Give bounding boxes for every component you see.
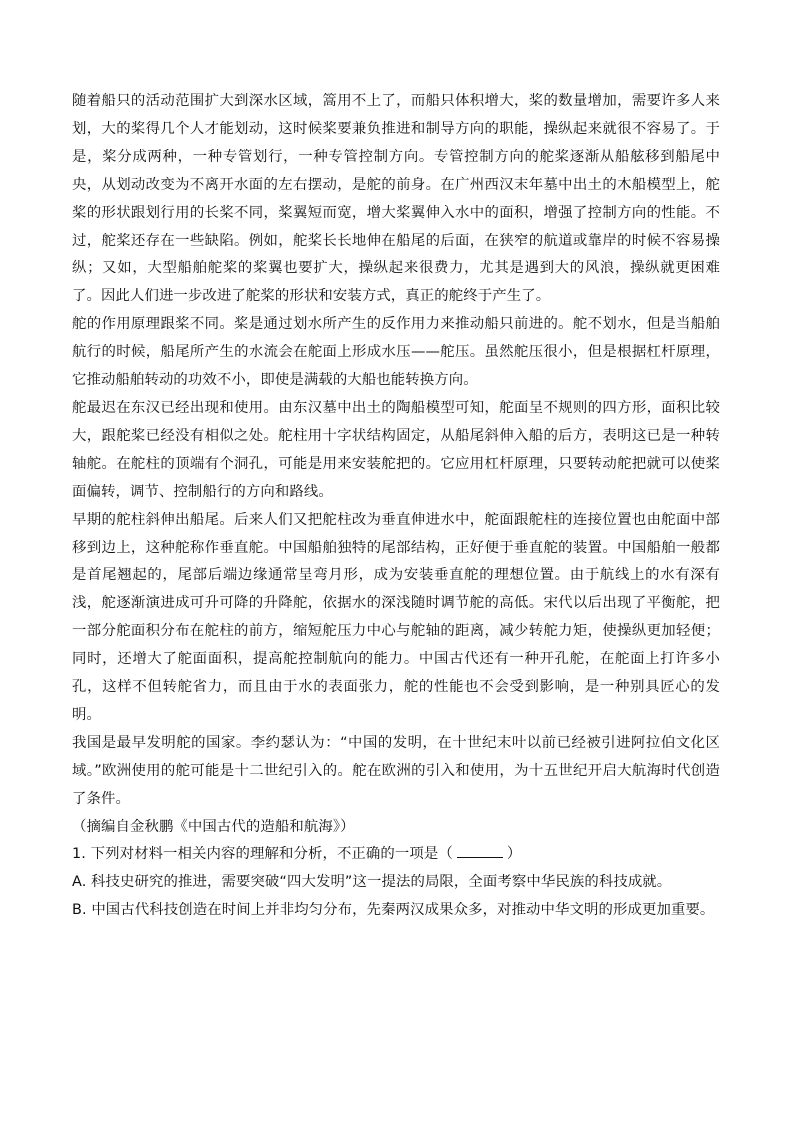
source-note: （摘编自金秋鹏《中国古代的造船和航海》）	[72, 818, 355, 835]
question-stem-text: 1. 下列对材料一相关内容的理解和分析，不正确的一项是（	[72, 846, 453, 863]
question-stem	[72, 841, 720, 869]
document-page	[72, 88, 720, 925]
paragraph-vertical-rudder: 早期的舵柱斜伸出船尾。后来人们又把舵柱改为垂直伸进水中，舵面跟舵柱的连接位置也由舵面中部移到边上，这种舵称作垂直舵。中国船舶独特的尾部结构，正好便于垂直舵的装置。中国船舶一般都是首尾翘起的，尾部后端边缘通常呈弯月形，成为安装垂直舵的理想位置。由于航线上的水有深有浅，舵逐渐演进成可升可降的升降舵，依据水的深浅随时调节舵的高低。宋代以后出现了平衡舵，把一部分舵面积分布在舵柱的前方，缩短舵压力中心与舵轴的距离，减少转舵力矩，使操纵更加轻便；同时，还增大了舵面面积，提高舵控制航向的能力。中国古代还有一种开孔舵，在舵面上打许多小孔，这样不但转舵省力，而且由于水的表面张力，舵的性能也不会受到影响，是一种别具匠心的发明。	[72, 511, 720, 723]
option-b: B. 中国古代科技创造在时间上并非均匀分布，先秦两汉成果众多，对推动中华文明的形成更加重要。	[72, 902, 715, 919]
paragraph-china-first: 我国是最早发明舵的国家。李约瑟认为：“中国的发明，在十世纪末叶以前已经被引进阿拉伯文化区域。”欧洲使用的舵可能是十二世纪引入的。舵在欧洲的引入和使用，为十五世纪开启大航海时代创造了条件。	[72, 734, 720, 807]
option-a: A. 科技史研究的推进，需要突破“四大发明”这一提法的局限，全面考察中华民族的科技成就。	[72, 874, 672, 891]
answer-blank[interactable]	[457, 843, 503, 858]
paragraph-eastern-han-rudder: 舵最迟在东汉已经出现和使用。由东汉墓中出土的陶船模型可知，舵面呈不规则的四方形，面积比较大，跟舵桨已经没有相似之处。舵柱用十字状结构固定，从船尾斜伸入船的后方，表明这已是一种转轴舵。在舵柱的顶端有个洞孔，可能是用来安装舵把的。它应用杠杆原理，只要转动舵把就可以使桨面偏转，调节、控制船行的方向和路线。	[72, 399, 720, 500]
paragraph-rudder-origin: 随着船只的活动范围扩大到深水区域，篙用不上了，而船只体积增大，桨的数量增加，需要许多人来划，大的桨得几个人才能划动，这时候桨要兼负推进和制导方向的职能，操纵起来就很不容易了。于是，桨分成两种，一种专管划行，一种专管控制方向。专管控制方向的舵桨逐渐从船舷移到船尾中央，从划动改变为不离开水面的左右摆动，是舵的前身。在广州西汉末年墓中出土的木船模型上，舵桨的形状跟划行用的长桨不同，桨翼短而宽，增大桨翼伸入水中的面积，增强了控制方向的性能。不过，舵桨还存在一些缺陷。例如，舵桨长长地伸在船尾的后面，在狭窄的航道或靠岸的时候不容易操纵；又如，大型船舶舵桨的桨翼也要扩大，操纵起来很费力，尤其是遇到大的风浪，操纵就更困难了。因此人们进一步改进了舵桨的形状和安装方式，真正的舵终于产生了。	[72, 93, 720, 305]
question-stem-close: ）	[506, 846, 522, 863]
paragraph-rudder-principle: 舵的作用原理跟桨不同。桨是通过划水所产生的反作用力来推动船只前进的。舵不划水，但是当船舶航行的时候，船尾所产生的水流会在舵面上形成水压——舵压。虽然舵压很小，但是根据杠杆原理，它推动船舶转动的功效不小，即使是满载的大船也能转换方向。	[72, 316, 720, 389]
